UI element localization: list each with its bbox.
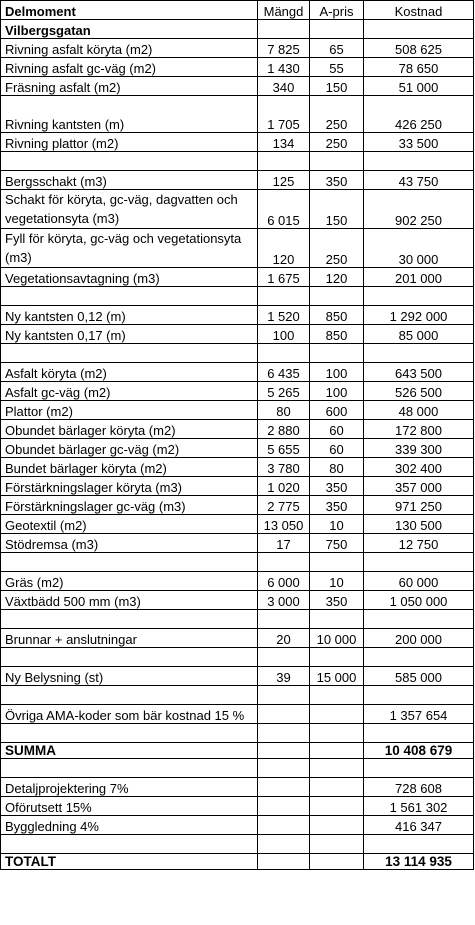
- desc-cell: Övriga AMA-koder som bär kostnad 15 %: [1, 705, 258, 724]
- cost-cell: 508 625: [364, 39, 474, 58]
- table-row: [1, 458, 474, 477]
- table-row: [1, 171, 474, 190]
- price-cell: 150: [310, 77, 364, 96]
- table-row: [1, 133, 474, 152]
- table-row: [1, 420, 474, 439]
- cost-cell: 10 408 679: [364, 743, 474, 759]
- qty-cell: 5 655: [258, 439, 310, 458]
- price-cell: 150: [310, 190, 364, 229]
- qty-cell: [258, 648, 310, 667]
- cost-cell: 585 000: [364, 667, 474, 686]
- table-row: [1, 229, 474, 268]
- cost-cell: 33 500: [364, 133, 474, 152]
- desc-cell: SUMMA: [1, 743, 258, 759]
- cost-cell: 1 292 000: [364, 306, 474, 325]
- total-row: [1, 854, 474, 870]
- desc-cell: [1, 724, 258, 743]
- desc-cell: Brunnar + anslutningar: [1, 629, 258, 648]
- price-cell: [310, 759, 364, 778]
- qty-cell: 7 825: [258, 39, 310, 58]
- price-cell: 100: [310, 382, 364, 401]
- desc-cell: Växtbädd 500 mm (m3): [1, 591, 258, 610]
- price-cell: 10: [310, 572, 364, 591]
- desc-cell: Plattor (m2): [1, 401, 258, 420]
- desc-cell: Bundet bärlager köryta (m2): [1, 458, 258, 477]
- desc-cell: Schakt för köryta, gc-väg, dagvatten och vegetationsyta (m3): [1, 190, 258, 229]
- blank-row: [1, 553, 474, 572]
- table-row: [1, 629, 474, 648]
- table-row: [1, 591, 474, 610]
- cost-cell: 426 250: [364, 96, 474, 133]
- desc-cell: [1, 553, 258, 572]
- table-row: [1, 534, 474, 553]
- qty-cell: 125: [258, 171, 310, 190]
- section-title: Vilbergsgatan: [1, 20, 258, 39]
- qty-cell: [258, 797, 310, 816]
- price-cell: 750: [310, 534, 364, 553]
- desc-cell: [1, 648, 258, 667]
- table-row: [1, 382, 474, 401]
- table-row: [1, 797, 474, 816]
- table-row: [1, 816, 474, 835]
- cost-cell: 48 000: [364, 401, 474, 420]
- desc-cell: Rivning kantsten (m): [1, 96, 258, 133]
- desc-cell: Rivning plattor (m2): [1, 133, 258, 152]
- price-cell: 350: [310, 496, 364, 515]
- price-cell: 80: [310, 458, 364, 477]
- cost-cell: 130 500: [364, 515, 474, 534]
- qty-cell: 2 775: [258, 496, 310, 515]
- qty-cell: 120: [258, 229, 310, 268]
- desc-cell: [1, 686, 258, 705]
- desc-cell: Rivning asfalt gc-väg (m2): [1, 58, 258, 77]
- desc-cell: [1, 152, 258, 171]
- price-cell: 250: [310, 133, 364, 152]
- table-row: [1, 325, 474, 344]
- price-cell: 15 000: [310, 667, 364, 686]
- qty-cell: 6 435: [258, 363, 310, 382]
- cost-cell: [364, 759, 474, 778]
- cost-cell: 416 347: [364, 816, 474, 835]
- cost-cell: [364, 835, 474, 854]
- cost-cell: 201 000: [364, 268, 474, 287]
- table-row: [1, 515, 474, 534]
- price-cell: 10: [310, 515, 364, 534]
- desc-cell: Oförutsett 15%: [1, 797, 258, 816]
- table-row: [1, 439, 474, 458]
- cost-cell: 43 750: [364, 171, 474, 190]
- section-price: [310, 20, 364, 39]
- desc-cell: Vegetationsavtagning (m3): [1, 268, 258, 287]
- price-cell: 10 000: [310, 629, 364, 648]
- table-row: [1, 96, 474, 133]
- price-cell: [310, 344, 364, 363]
- cost-cell: [364, 686, 474, 705]
- cost-cell: [364, 648, 474, 667]
- desc-cell: Ny kantsten 0,12 (m): [1, 306, 258, 325]
- cost-table-body: [1, 1, 474, 870]
- price-cell: [310, 724, 364, 743]
- price-cell: 55: [310, 58, 364, 77]
- qty-cell: 1 430: [258, 58, 310, 77]
- desc-cell: Ny Belysning (st): [1, 667, 258, 686]
- table-row: [1, 58, 474, 77]
- cost-cell: 357 000: [364, 477, 474, 496]
- table-row: [1, 77, 474, 96]
- desc-cell: Bergsschakt (m3): [1, 171, 258, 190]
- cost-cell: 302 400: [364, 458, 474, 477]
- price-cell: 250: [310, 96, 364, 133]
- cost-cell: 1 561 302: [364, 797, 474, 816]
- price-cell: 350: [310, 477, 364, 496]
- qty-cell: [258, 778, 310, 797]
- table-row: [1, 778, 474, 797]
- qty-cell: 100: [258, 325, 310, 344]
- qty-cell: [258, 835, 310, 854]
- desc-cell: Byggledning 4%: [1, 816, 258, 835]
- price-cell: [310, 778, 364, 797]
- section-cost: [364, 20, 474, 39]
- qty-cell: [258, 724, 310, 743]
- price-cell: [310, 816, 364, 835]
- qty-cell: [258, 152, 310, 171]
- price-cell: [310, 797, 364, 816]
- header-kostnad: Kostnad: [364, 1, 474, 20]
- desc-cell: Geotextil (m2): [1, 515, 258, 534]
- qty-cell: 6 000: [258, 572, 310, 591]
- blank-row: [1, 648, 474, 667]
- desc-cell: Förstärkningslager gc-väg (m3): [1, 496, 258, 515]
- qty-cell: 3 000: [258, 591, 310, 610]
- qty-cell: 1 020: [258, 477, 310, 496]
- desc-cell: Detaljprojektering 7%: [1, 778, 258, 797]
- desc-cell: Fräsning asfalt (m2): [1, 77, 258, 96]
- table-row: [1, 39, 474, 58]
- table-row: [1, 477, 474, 496]
- desc-cell: [1, 759, 258, 778]
- qty-cell: 340: [258, 77, 310, 96]
- table-row: [1, 572, 474, 591]
- price-cell: [310, 648, 364, 667]
- qty-cell: 13 050: [258, 515, 310, 534]
- qty-cell: [258, 705, 310, 724]
- qty-cell: [258, 610, 310, 629]
- cost-cell: [364, 553, 474, 572]
- table-row: [1, 190, 474, 229]
- qty-cell: [258, 344, 310, 363]
- qty-cell: 1 675: [258, 268, 310, 287]
- cost-cell: 1 050 000: [364, 591, 474, 610]
- cost-cell: 60 000: [364, 572, 474, 591]
- price-cell: [310, 743, 364, 759]
- cost-cell: 172 800: [364, 420, 474, 439]
- desc-cell: [1, 835, 258, 854]
- section-qty: [258, 20, 310, 39]
- qty-cell: 39: [258, 667, 310, 686]
- blank-row: [1, 759, 474, 778]
- table-row: [1, 268, 474, 287]
- cost-cell: 13 114 935: [364, 854, 474, 870]
- price-cell: 600: [310, 401, 364, 420]
- desc-cell: Obundet bärlager gc-väg (m2): [1, 439, 258, 458]
- desc-cell: Ny kantsten 0,17 (m): [1, 325, 258, 344]
- qty-cell: 2 880: [258, 420, 310, 439]
- table-row: [1, 667, 474, 686]
- qty-cell: 17: [258, 534, 310, 553]
- table-row: [1, 705, 474, 724]
- blank-row: [1, 724, 474, 743]
- price-cell: [310, 835, 364, 854]
- desc-cell: Asfalt köryta (m2): [1, 363, 258, 382]
- header-mangd: Mängd: [258, 1, 310, 20]
- cost-cell: 526 500: [364, 382, 474, 401]
- cost-cell: 1 357 654: [364, 705, 474, 724]
- qty-cell: [258, 816, 310, 835]
- price-cell: [310, 705, 364, 724]
- cost-cell: 30 000: [364, 229, 474, 268]
- table-row: [1, 306, 474, 325]
- cost-cell: 12 750: [364, 534, 474, 553]
- qty-cell: [258, 759, 310, 778]
- cost-cell: [364, 610, 474, 629]
- total-row: [1, 743, 474, 759]
- cost-cell: 902 250: [364, 190, 474, 229]
- price-cell: 350: [310, 591, 364, 610]
- qty-cell: 20: [258, 629, 310, 648]
- price-cell: 850: [310, 306, 364, 325]
- cost-cell: 200 000: [364, 629, 474, 648]
- desc-cell: [1, 287, 258, 306]
- qty-cell: [258, 854, 310, 870]
- price-cell: 100: [310, 363, 364, 382]
- qty-cell: [258, 743, 310, 759]
- desc-cell: TOTALT: [1, 854, 258, 870]
- header-row: [1, 1, 474, 20]
- table-row: [1, 496, 474, 515]
- qty-cell: [258, 287, 310, 306]
- price-cell: [310, 287, 364, 306]
- blank-row: [1, 152, 474, 171]
- qty-cell: 134: [258, 133, 310, 152]
- cost-cell: [364, 287, 474, 306]
- price-cell: [310, 152, 364, 171]
- qty-cell: 6 015: [258, 190, 310, 229]
- desc-cell: Asfalt gc-väg (m2): [1, 382, 258, 401]
- qty-cell: 5 265: [258, 382, 310, 401]
- qty-cell: 80: [258, 401, 310, 420]
- qty-cell: [258, 553, 310, 572]
- price-cell: [310, 610, 364, 629]
- desc-cell: Förstärkningslager köryta (m3): [1, 477, 258, 496]
- price-cell: 60: [310, 420, 364, 439]
- desc-cell: Gräs (m2): [1, 572, 258, 591]
- cost-cell: 339 300: [364, 439, 474, 458]
- blank-row: [1, 287, 474, 306]
- price-cell: 250: [310, 229, 364, 268]
- desc-cell: [1, 344, 258, 363]
- desc-cell: Stödremsa (m3): [1, 534, 258, 553]
- desc-cell: Fyll för köryta, gc-väg och vegetationsyta (m3): [1, 229, 258, 268]
- price-cell: [310, 854, 364, 870]
- blank-row: [1, 344, 474, 363]
- cost-cell: 728 608: [364, 778, 474, 797]
- price-cell: [310, 686, 364, 705]
- cost-cell: [364, 724, 474, 743]
- cost-cell: 643 500: [364, 363, 474, 382]
- blank-row: [1, 686, 474, 705]
- price-cell: [310, 553, 364, 572]
- cost-cell: 51 000: [364, 77, 474, 96]
- price-cell: 850: [310, 325, 364, 344]
- price-cell: 65: [310, 39, 364, 58]
- table-row: [1, 363, 474, 382]
- table-row: [1, 401, 474, 420]
- header-a-pris: A-pris: [310, 1, 364, 20]
- cost-cell: 85 000: [364, 325, 474, 344]
- cost-cell: 971 250: [364, 496, 474, 515]
- price-cell: 350: [310, 171, 364, 190]
- desc-cell: [1, 610, 258, 629]
- blank-row: [1, 610, 474, 629]
- desc-cell: Rivning asfalt köryta (m2): [1, 39, 258, 58]
- desc-cell: Obundet bärlager köryta (m2): [1, 420, 258, 439]
- qty-cell: 3 780: [258, 458, 310, 477]
- price-cell: 120: [310, 268, 364, 287]
- section-row: [1, 20, 474, 39]
- qty-cell: 1 520: [258, 306, 310, 325]
- cost-cell: [364, 344, 474, 363]
- qty-cell: 1 705: [258, 96, 310, 133]
- blank-row: [1, 835, 474, 854]
- header-delmoment: Delmoment: [1, 1, 258, 20]
- price-cell: 60: [310, 439, 364, 458]
- qty-cell: [258, 686, 310, 705]
- cost-cell: [364, 152, 474, 171]
- cost-cell: 78 650: [364, 58, 474, 77]
